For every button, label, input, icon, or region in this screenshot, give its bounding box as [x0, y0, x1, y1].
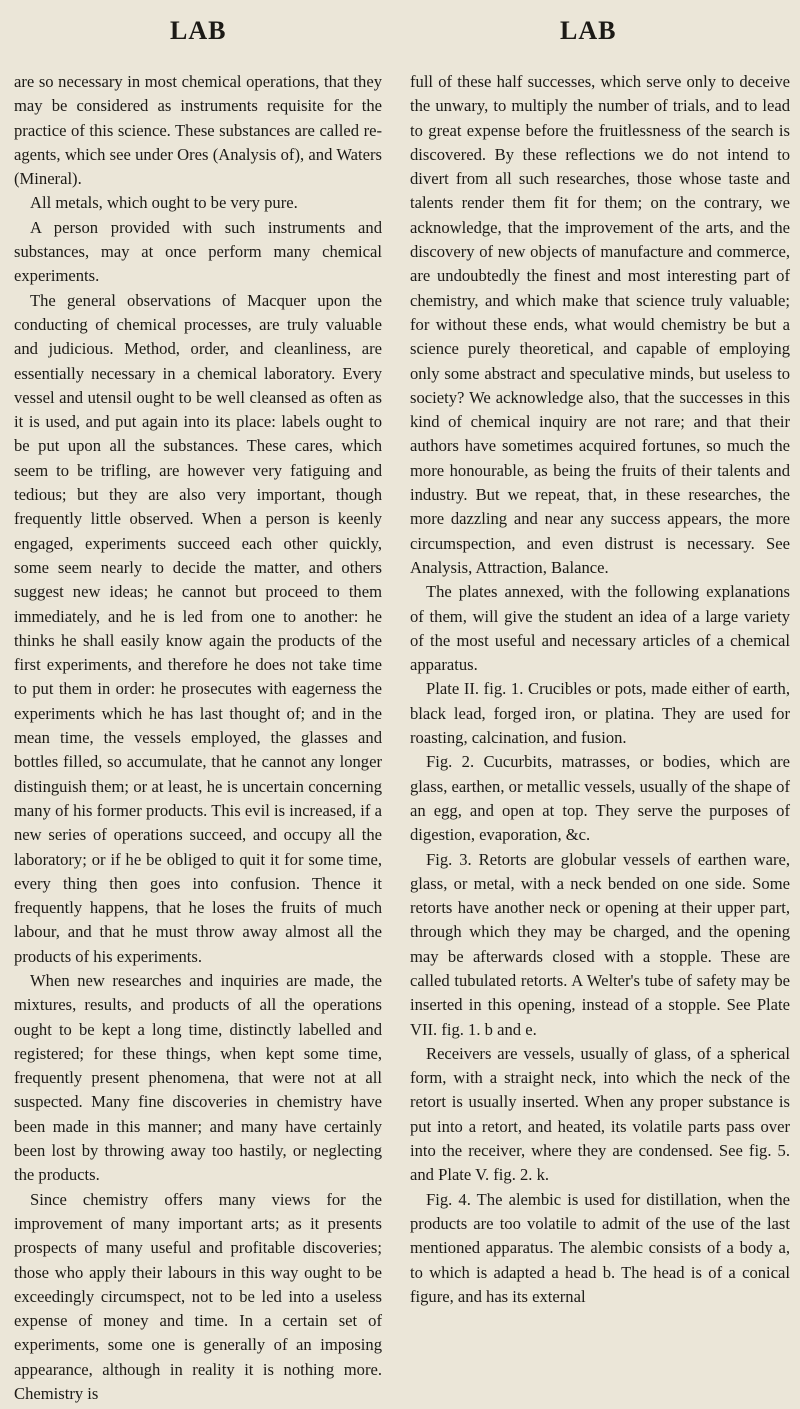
paragraph: Receivers are vessels, usually of glass, of a spherical form, with a straight neck, into which the neck of the retort is usually inserted. When any proper substance is put into a retort, and heated, its volatile parts pass over into the receiver, where they are condensed. See fig. 5. and Plate V. fig. 2. k. [410, 1043, 790, 1185]
paragraph: Fig. 4. The alembic is used for distillation, when the products are too volatile to admit of the use of the last mentioned apparatus. The alembic consists of a body a, to which is adapted a head b. The head is of a conical figure, and has its external [410, 1189, 790, 1306]
paragraph: All metals, which ought to be very pure. [30, 193, 298, 213]
paragraph: Plate II. fig. 1. Crucibles or pots, made either of earth, black lead, forged iron, or platina. They are used for roasting, calcination, and fusion. [410, 679, 790, 748]
header-right-word: LAB [560, 16, 617, 45]
paragraph: The plates annexed, with the following explanations of them, will give the student an idea of a large variety of the most useful and necessary articles of a chemical apparatus. [410, 582, 790, 675]
paragraph: When new researches and inquiries are made, the mixtures, results, and products of all the operations ought to be kept a long time, distinctly labelled and registered; for these things, when kept some time, frequently present phenomena, that were not at all suspected. Many fine discoveries in chemistry have been made in this manner; and many have certainly been lost by throwing away too hastily, or neglecting the products. [14, 970, 382, 1185]
paragraph: full of these half successes, which serve only to deceive the unwary, to multiply the number of trials, and to lead to great expense before the fruitlessness of the search is discovered. By these reflections we do not intend to divert from all such researches, those whose taste and talents render them fit for them; on the contrary, we acknowledge, that the improvement of the arts, and the discovery of new objects of manufacture and commerce, are undoubtedly the finest and most interesting part of chemistry, and which make that science truly valuable; for without these ends, what would chemistry be but a science purely theoretical, and capable of employing only some abstract and speculative minds, but useless to society? We acknowledge also, that the successes in this kind of chemical inquiry are not rare; and that their authors have sometimes acquired fortunes, so much the more honourable, as being the fruits of their talents and industry. But we repeat, that, in these researches, the more dazzling and near any success appears, the more circumspection, and even distrust is necessary. See Analysis, Attraction, Balance. [410, 72, 790, 577]
paragraph: The general observations of Macquer upon the conducting of chemical processes, are truly valuable and judicious. Method, order, and cleanliness, are essentially necessary in a chemical laboratory. Every vessel and utensil ought to be well cleansed as often as it is used, and put again into its place: labels ought to be put upon all the substances. These cares, which seem to be trifling, are however very fatiguing and tedious; but they are also very important, though frequently little observed. When a person is keenly engaged, experiments succeed each other quickly, some seem nearly to decide the matter, and others suggest new ideas; he cannot but proceed to them immediately, and he is led from one to another: he thinks he shall easily know again the products of the first experiments, and therefore he does not take time to put them in order: he prosecutes with eagerness the experiments which he has last thought of; and in the mean time, the vessels employed, the glasses and bottles filled, so accumulate, that he cannot any longer distinguish them; or at least, he is uncertain concerning many of his former products. This evil is increased, if a new series of operations succeed, and occupy all the laboratory; or if he be obliged to quit it for some time, every thing then goes into confusion. Thence it frequently happens, that he loses the fruits of much labour, and that he must throw away almost all the products of his experiments. [14, 290, 382, 966]
paragraph: Fig. 2. Cucurbits, matrasses, or bodies, which are glass, earthen, or metallic vessels, usually of the shape of an egg, and open at top. They serve the purposes of digestion, evaporation, &c. [410, 752, 790, 845]
paragraph: are so necessary in most chemical operations, that they may be considered as instruments requisite for the practice of this science. These substances are called re-agents, which see under Ores (Analysis of), and Waters (Mineral). [14, 72, 382, 189]
paragraph: Since chemistry offers many views for the improvement of many important arts; as it presents prospects of many useful and profitable discoveries; those who apply their labours in this way ought to be exceedingly circumspect, not to be led into a useless expense of money and time. In a certain set of experiments, some one is generally of an imposing appearance, although in reality it is nothing more. Chemistry is [14, 1189, 382, 1404]
paragraph: Fig. 3. Retorts are globular vessels of earthen ware, glass, or metal, with a neck bended on one side. Some retorts have another neck or opening at their upper part, through which they may be charged, and the opening may be afterwards closed with a stopple. These are called tubulated retorts. A Welter's tube of safety may be inserted in this opening, instead of a stopple. See Plate VII. fig. 1. b and e. [410, 849, 790, 1039]
left-column [14, 70, 382, 1406]
right-column [410, 70, 790, 1309]
header-left-word: LAB [170, 16, 227, 45]
running-header [0, 16, 800, 56]
paragraph: A person provided with such instruments and substances, may at once perform many chemical experiments. [14, 217, 382, 286]
